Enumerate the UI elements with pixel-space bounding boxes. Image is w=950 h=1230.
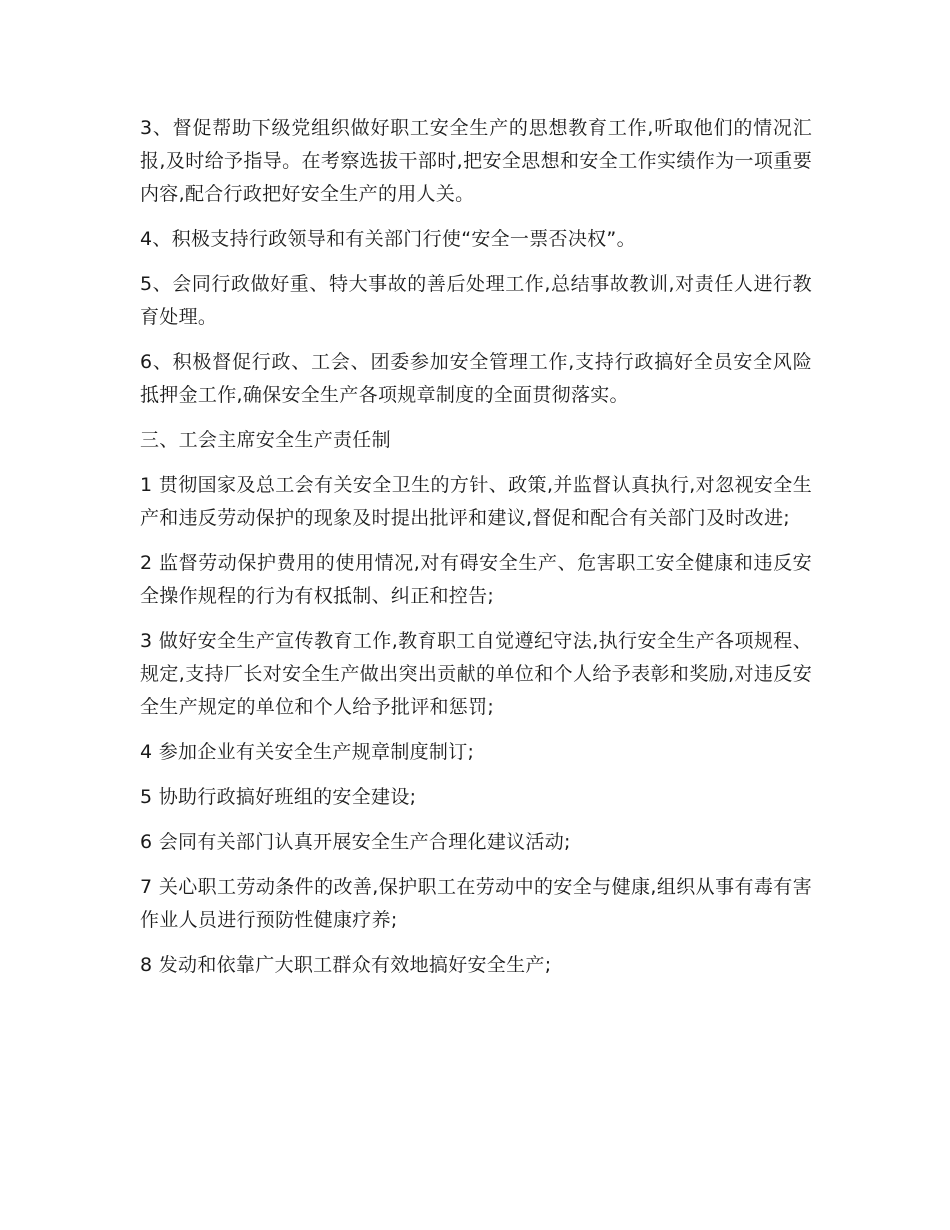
paragraph-union-8: 8 发动和依靠广大职工群众有效地搞好安全生产; — [140, 954, 552, 976]
paragraph-union-5: 5 协助行政搞好班组的安全建设; — [140, 786, 417, 808]
document-body — [140, 112, 812, 994]
paragraph-union-4: 4 参加企业有关安全生产规章制度制订; — [140, 741, 475, 763]
paragraph-item-6: 6、积极督促行政、工会、团委参加安全管理工作,支持行政搞好全员安全风险抵押金工作,确保安全生产各项规章制度的全面贯彻落实。 — [140, 351, 812, 406]
paragraph-item-3: 3、督促帮助下级党组织做好职工安全生产的思想教育工作,听取他们的情况汇报,及时给予指导。在考察选拔干部时,把安全思想和安全工作实绩作为一项重要内容,配合行政把好安全生产的用人关。 — [140, 117, 812, 205]
paragraph-item-4: 4、积极支持行政领导和有关部门行使“安全一票否决权”。 — [140, 228, 636, 250]
paragraph-union-3: 3 做好安全生产宣传教育工作,教育职工自觉遵纪守法,执行安全生产各项规程、规定,支持厂长对安全生产做出突出贡献的单位和个人给予表彰和奖励,对违反安全生产规定的单位和个人给予批评和惩罚; — [140, 630, 812, 718]
paragraph-union-1: 1 贯彻国家及总工会有关安全卫生的方针、政策,并监督认真执行,对忽视安全生产和违反劳动保护的现象及时提出批评和建议,督促和配合有关部门及时改进; — [140, 474, 812, 529]
paragraph-union-7: 7 关心职工劳动条件的改善,保护职工在劳动中的安全与健康,组织从事有毒有害作业人员进行预防性健康疗养; — [140, 876, 812, 931]
paragraph-item-5: 5、会同行政做好重、特大事故的善后处理工作,总结事故教训,对责任人进行教育处理。 — [140, 273, 812, 328]
paragraph-union-6: 6 会同有关部门认真开展安全生产合理化建议活动; — [140, 831, 571, 853]
paragraph-union-2: 2 监督劳动保护费用的使用情况,对有碍安全生产、危害职工安全健康和违反安全操作规程的行为有权抵制、纠正和控告; — [140, 552, 812, 607]
section-heading-3: 三、工会主席安全生产责任制 — [140, 429, 391, 451]
